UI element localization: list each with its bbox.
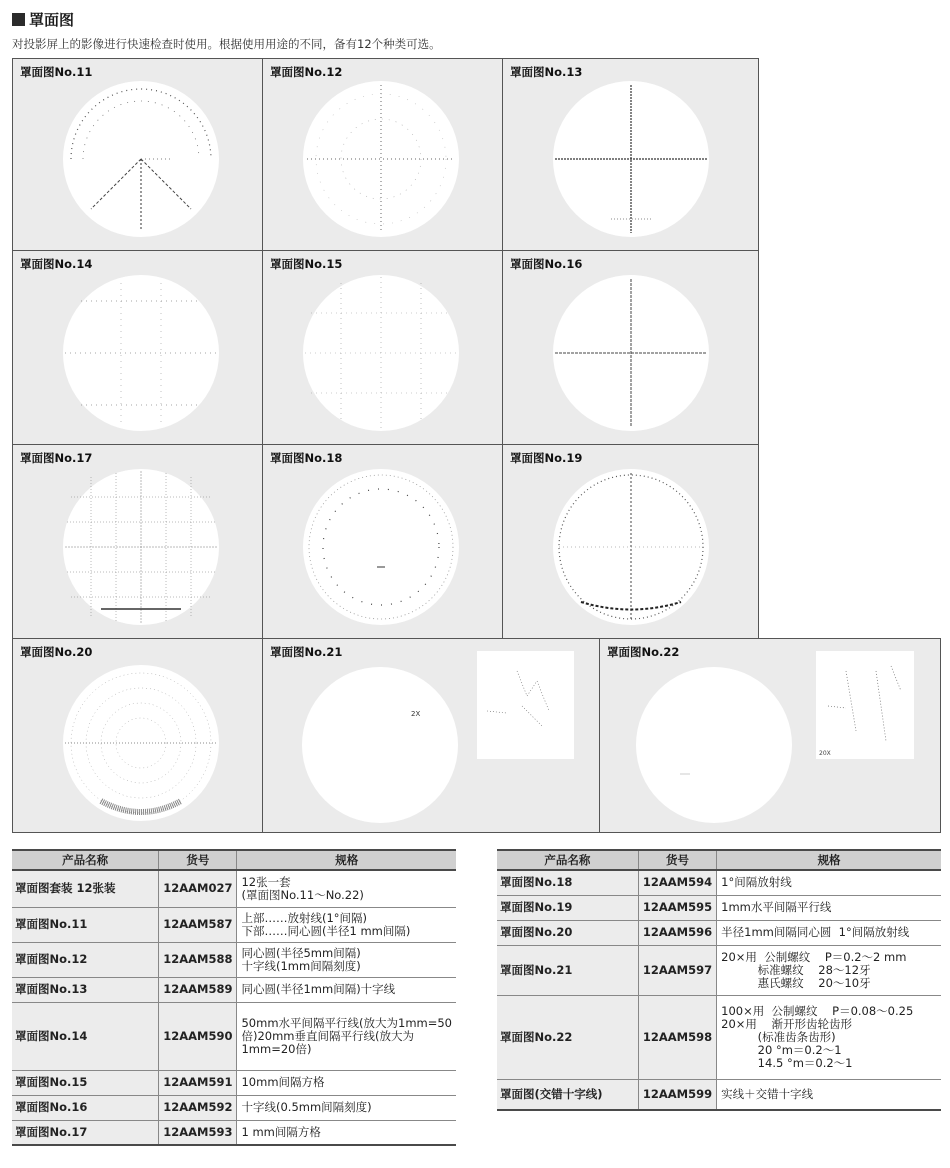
product-spec: 100×用 公制螺纹 P＝0.08～0.25 20×用 渐开形齿轮齿形 (标准齿条齿形) 20 °m＝0.2～1 14.5 °m＝0.2～1 xyxy=(717,995,941,1079)
spec-table-left xyxy=(12,849,456,1146)
table-row xyxy=(12,1120,456,1145)
product-code: 12AAM590 xyxy=(159,1002,237,1070)
chart-11-pattern xyxy=(61,79,221,239)
chart-22-detail-icon xyxy=(816,651,914,759)
chart-label: 罩面图No.17 xyxy=(20,451,93,465)
table-row xyxy=(497,995,941,1079)
product-code: 12AAM588 xyxy=(159,942,237,977)
svg-text:20X: 20X xyxy=(819,750,831,757)
chart-cell-14 xyxy=(12,250,263,445)
page-subtitle: 对投影屏上的影像进行快速检查时使用。根据使用用途的不同，备有12个种类可选。 xyxy=(12,37,441,51)
col-header-code: 货号 xyxy=(638,850,716,870)
chart-cell-13 xyxy=(502,58,759,251)
product-spec: 12张一套 (罩面图No.11～No.22) xyxy=(237,870,456,907)
product-spec: 半径1mm间隔同心圆 1°间隔放射线 xyxy=(717,920,941,945)
table-row xyxy=(12,977,456,1002)
product-spec: 上部……放射线(1°间隔) 下部……同心圆(半径1 mm间隔) xyxy=(237,907,456,942)
chart-cell-22 xyxy=(599,638,941,833)
product-name: 罩面图No.14 xyxy=(12,1002,159,1070)
product-spec: 10mm间隔方格 xyxy=(237,1070,456,1095)
page-title: 罩面图 xyxy=(29,10,75,29)
product-code: 12AAM596 xyxy=(638,920,716,945)
table-row xyxy=(497,870,941,895)
table-header-row xyxy=(12,850,456,870)
product-spec: 1mm水平间隔平行线 xyxy=(717,895,941,920)
chart-cell-19 xyxy=(502,444,759,639)
chart-14-pattern xyxy=(61,273,221,433)
chart-cell-17 xyxy=(12,444,263,639)
product-name: 罩面图No.19 xyxy=(497,895,638,920)
product-name: 罩面图No.22 xyxy=(497,995,638,1079)
product-name: 罩面图No.16 xyxy=(12,1095,159,1120)
chart-cell-12 xyxy=(262,58,503,251)
spec-table-right xyxy=(497,849,941,1111)
chart-label: 罩面图No.15 xyxy=(270,257,343,271)
product-name: 罩面图No.18 xyxy=(497,870,638,895)
svg-text:2X: 2X xyxy=(411,710,421,718)
product-spec: 50mm水平间隔平行线(放大为1mm=50 倍)20mm垂直间隔平行线(放大为 1mm=20倍) xyxy=(237,1002,456,1070)
product-name: 罩面图No.11 xyxy=(12,907,159,942)
product-spec: 实线＋交错十字线 xyxy=(717,1079,941,1110)
table-row xyxy=(12,907,456,942)
table-row xyxy=(12,1002,456,1070)
chart-label: 罩面图No.13 xyxy=(510,65,583,79)
col-header-name: 产品名称 xyxy=(12,850,159,870)
product-code: 12AAM589 xyxy=(159,977,237,1002)
chart-cell-18 xyxy=(262,444,503,639)
chart-label: 罩面图No.11 xyxy=(20,65,93,79)
table-row xyxy=(12,1070,456,1095)
chart-cell-21 xyxy=(262,638,600,833)
product-name: 罩面图No.12 xyxy=(12,942,159,977)
table-row xyxy=(497,920,941,945)
product-name: 罩面图套装 12张装 xyxy=(12,870,159,907)
table-row xyxy=(12,870,456,907)
chart-label: 罩面图No.12 xyxy=(270,65,343,79)
product-code: 12AAM599 xyxy=(638,1079,716,1110)
col-header-spec: 规格 xyxy=(237,850,456,870)
chart-15-pattern xyxy=(301,273,461,433)
product-spec: 同心圆(半径1mm间隔)十字线 xyxy=(237,977,456,1002)
product-name: 罩面图No.17 xyxy=(12,1120,159,1145)
table-header-row xyxy=(497,850,941,870)
product-code: 12AAM591 xyxy=(159,1070,237,1095)
chart-19-pattern xyxy=(551,467,711,627)
chart-label: 罩面图No.20 xyxy=(20,645,93,659)
chart-label: 罩面图No.19 xyxy=(510,451,583,465)
product-spec: 十字线(0.5mm间隔刻度) xyxy=(237,1095,456,1120)
table-row xyxy=(12,942,456,977)
table-row xyxy=(497,895,941,920)
product-code: 12AAM027 xyxy=(159,870,237,907)
product-code: 12AAM593 xyxy=(159,1120,237,1145)
chart-label: 罩面图No.22 xyxy=(607,645,680,659)
table-row xyxy=(12,1095,456,1120)
chart-cell-15 xyxy=(262,250,503,445)
chart-18-pattern xyxy=(301,467,461,627)
chart-17-pattern xyxy=(61,467,221,627)
table-row xyxy=(497,945,941,995)
product-code: 12AAM592 xyxy=(159,1095,237,1120)
col-header-code: 货号 xyxy=(159,850,237,870)
product-code: 12AAM594 xyxy=(638,870,716,895)
product-spec: 1 mm间隔方格 xyxy=(237,1120,456,1145)
chart-12-pattern xyxy=(301,79,461,239)
chart-20-pattern xyxy=(61,663,221,823)
product-name: 罩面图No.13 xyxy=(12,977,159,1002)
product-spec: 1°间隔放射线 xyxy=(717,870,941,895)
table-row xyxy=(497,1079,941,1110)
chart-label: 罩面图No.14 xyxy=(20,257,93,271)
product-name: 罩面图No.21 xyxy=(497,945,638,995)
product-code: 12AAM598 xyxy=(638,995,716,1079)
chart-13-pattern xyxy=(551,79,711,239)
chart-cell-20 xyxy=(12,638,263,833)
chart-22-pattern xyxy=(635,666,793,824)
col-header-spec: 规格 xyxy=(717,850,941,870)
section-heading xyxy=(12,8,74,30)
product-name: 罩面图No.20 xyxy=(497,920,638,945)
product-code: 12AAM587 xyxy=(159,907,237,942)
chart-cell-16 xyxy=(502,250,759,445)
product-name: 罩面图No.15 xyxy=(12,1070,159,1095)
chart-label: 罩面图No.18 xyxy=(270,451,343,465)
product-code: 12AAM595 xyxy=(638,895,716,920)
product-spec: 同心圆(半径5mm间隔) 十字线(1mm间隔刻度) xyxy=(237,942,456,977)
chart-cell-11 xyxy=(12,58,263,251)
chart-16-pattern xyxy=(551,273,711,433)
product-spec: 20×用 公制螺纹 P＝0.2～2 mm 标准螺纹 28～12牙 惠氏螺纹 20～10牙 xyxy=(717,945,941,995)
chart-label: 罩面图No.16 xyxy=(510,257,583,271)
square-bullet-icon xyxy=(12,13,25,26)
product-name: 罩面图(交错十字线) xyxy=(497,1079,638,1110)
chart-label: 罩面图No.21 xyxy=(270,645,343,659)
col-header-name: 产品名称 xyxy=(497,850,638,870)
chart-21-detail-icon xyxy=(477,651,574,759)
chart-21-pattern xyxy=(301,666,459,824)
product-code: 12AAM597 xyxy=(638,945,716,995)
